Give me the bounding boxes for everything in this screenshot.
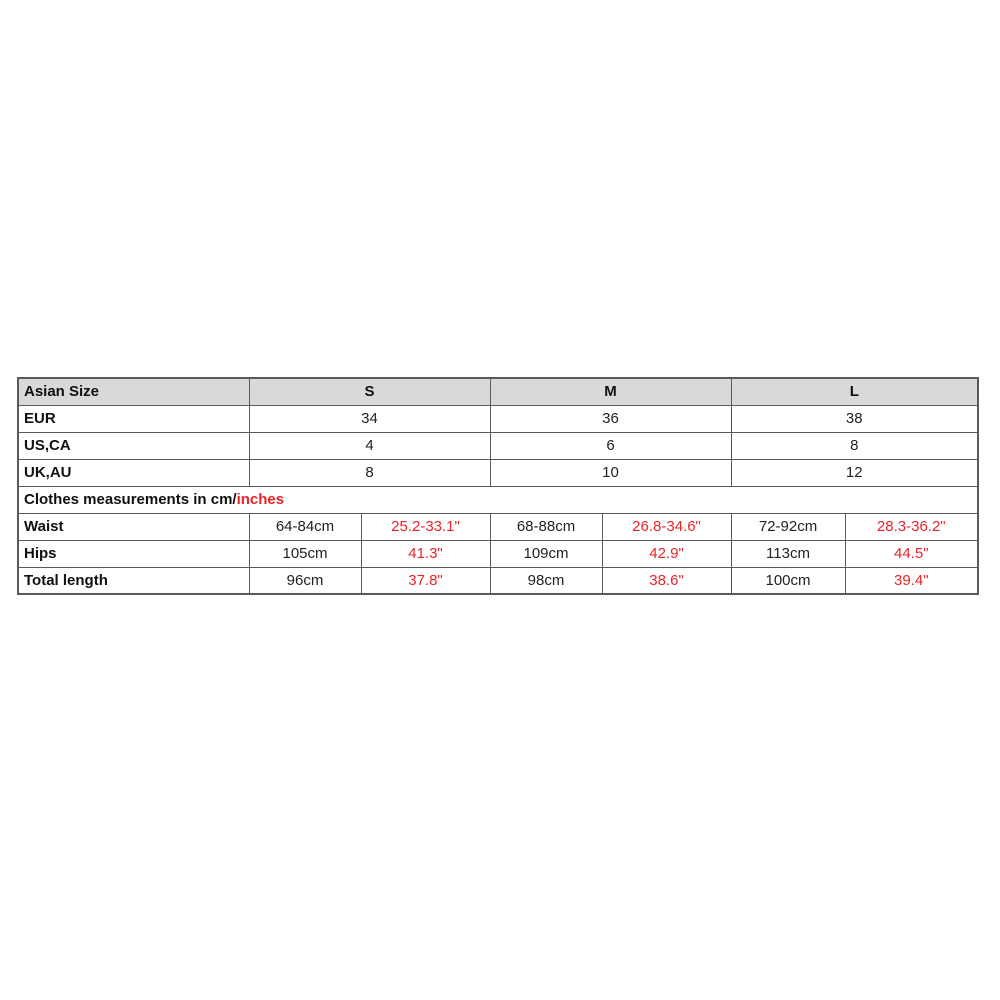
- length-s-inches: 37.8": [361, 567, 490, 594]
- row-label-hips: Hips: [18, 540, 249, 567]
- eur-size-m: 36: [490, 405, 731, 432]
- row-label-us-ca: US,CA: [18, 432, 249, 459]
- length-l-inches: 39.4": [845, 567, 978, 594]
- us-ca-size-m: 6: [490, 432, 731, 459]
- table-header-row: [18, 378, 978, 405]
- length-l-cm: 100cm: [731, 567, 845, 594]
- table-row-waist: [18, 513, 978, 540]
- measurements-heading: [18, 486, 978, 513]
- table-row-total-length: [18, 567, 978, 594]
- row-label-total-length: Total length: [18, 567, 249, 594]
- waist-m-inches: 26.8-34.6": [602, 513, 731, 540]
- uk-au-size-s: 8: [249, 459, 490, 486]
- row-label-eur: EUR: [18, 405, 249, 432]
- size-s-header: S: [249, 378, 490, 405]
- hips-s-inches: 41.3": [361, 540, 490, 567]
- waist-l-inches: 28.3-36.2": [845, 513, 978, 540]
- table-row-eur: [18, 405, 978, 432]
- table-row-us-ca: [18, 432, 978, 459]
- size-m-header: M: [490, 378, 731, 405]
- size-l-header: L: [731, 378, 978, 405]
- table-row-uk-au: [18, 459, 978, 486]
- eur-size-l: 38: [731, 405, 978, 432]
- hips-s-cm: 105cm: [249, 540, 361, 567]
- length-m-cm: 98cm: [490, 567, 602, 594]
- waist-l-cm: 72-92cm: [731, 513, 845, 540]
- length-m-inches: 38.6": [602, 567, 731, 594]
- hips-l-inches: 44.5": [845, 540, 978, 567]
- measurements-heading-row: [18, 486, 978, 513]
- waist-s-cm: 64-84cm: [249, 513, 361, 540]
- uk-au-size-m: 10: [490, 459, 731, 486]
- row-label-uk-au: UK,AU: [18, 459, 249, 486]
- length-s-cm: 96cm: [249, 567, 361, 594]
- measurements-heading-inches: inches: [236, 491, 285, 508]
- measurements-heading-prefix: Clothes measurements in cm/: [24, 491, 237, 508]
- hips-m-cm: 109cm: [490, 540, 602, 567]
- row-label-waist: Waist: [18, 513, 249, 540]
- waist-s-inches: 25.2-33.1": [361, 513, 490, 540]
- size-chart-table: [17, 377, 979, 595]
- hips-l-cm: 113cm: [731, 540, 845, 567]
- uk-au-size-l: 12: [731, 459, 978, 486]
- waist-m-cm: 68-88cm: [490, 513, 602, 540]
- us-ca-size-l: 8: [731, 432, 978, 459]
- us-ca-size-s: 4: [249, 432, 490, 459]
- eur-size-s: 34: [249, 405, 490, 432]
- hips-m-inches: 42.9": [602, 540, 731, 567]
- table-row-hips: [18, 540, 978, 567]
- asian-size-header: Asian Size: [18, 378, 249, 405]
